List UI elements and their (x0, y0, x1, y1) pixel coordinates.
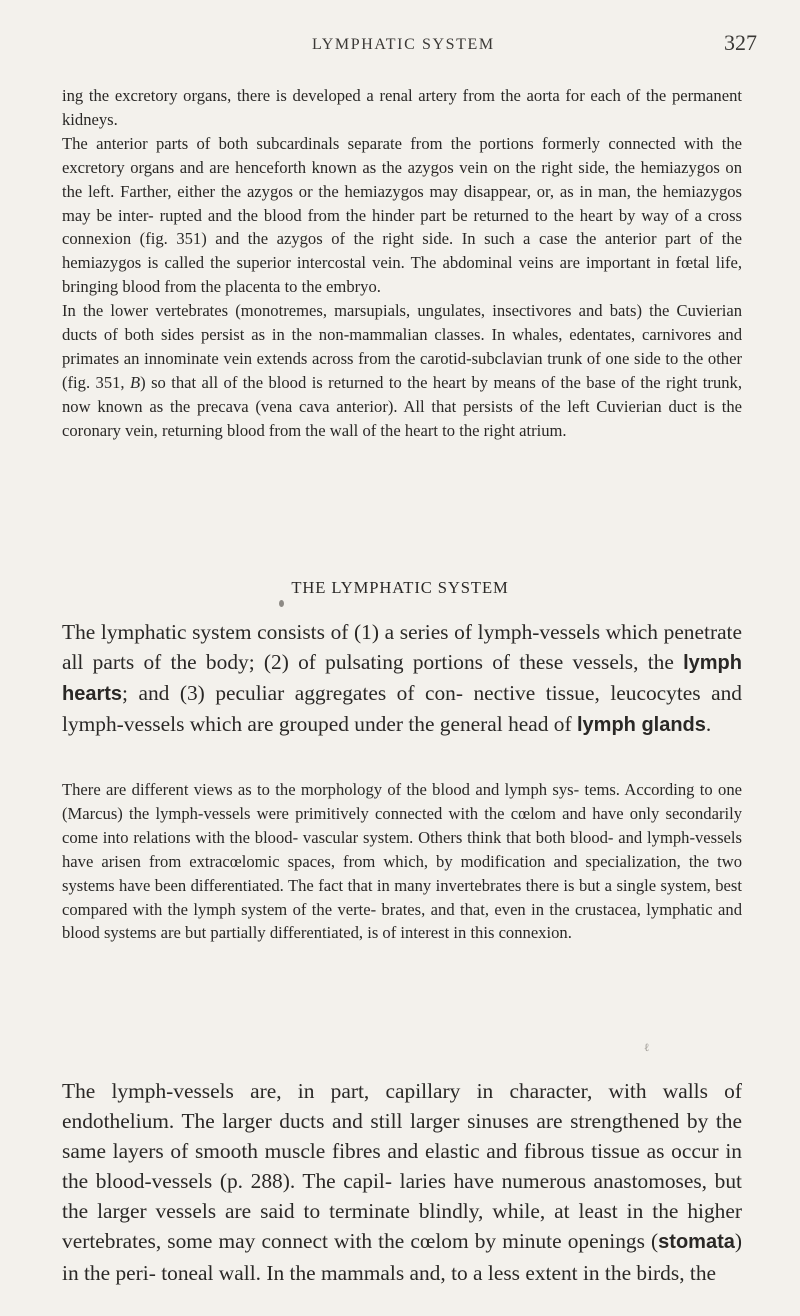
vessels-text-b: ) in the peri- toneal wall. In the mammals and, to a less extent in the birds, the (62, 1229, 742, 1285)
cuvierian-text-b: ) so that all of the blood is returned to the heart by means of the base of the right trunk, now known as the precava (vena cava anterior). All that persists of the left Cuvierian duct is the coronary vein, returning blood from the wall of the heart to the right atrium. (62, 372, 742, 440)
paragraph-renal-artery: ing the excretory organs, there is developed a renal artery from the aorta for each of the permanent kidneys. (62, 86, 742, 129)
running-head: LYMPHATIC SYSTEM (312, 36, 495, 53)
page-number: 327 (724, 30, 757, 55)
figure-label-b: B (129, 372, 141, 392)
cuvierian-text-a: In the lower vertebrates (monotremes, marsupials, ungulates, insectivores and bats) the Cuvierian ducts of both sides persist as in the non-mammalian classes. In whales, edentates, carnivores and primates an innominate vein extends across from the carotid-subclavian trunk of one side to the other (fig. 351, (62, 301, 742, 392)
paragraph-morphology: There are different views as to the morphology of the blood and lymph sys- tems. According to one (Marcus) the lymph-vessels were primitively connected with the cœlom and have only secondarily come into relations with the blood- vascular system. Others think that both blood- and lymph-vessels have arisen from extracœlomic spaces, from which, by modification and specialization, the two systems have been differentiated. The fact that in many invertebrates there is but a single system, best compared with the lymph system of the verte- brates, and that, even in the crustacea, lymphatic and blood systems are but partially differentiated, is of interest in this connexion. (62, 780, 742, 943)
morphology-text (62, 778, 742, 945)
term-stomata: stomata (658, 1231, 735, 1254)
continuation-text (62, 84, 742, 443)
paragraph-lymph-vessels (62, 1076, 742, 1288)
paragraph-cuvierian-ducts (62, 299, 742, 442)
vessels-text-a: The lymph-vessels are, in part, capillary in character, with walls of endothelium. The larger ducts and still larger sinuses are strengthened by the same layers of smooth muscle fibres and elastic and fibrous tissue as occur in the blood-vessels (p. 288). The capil- laries have numerous anastomoses, but the larger vessels are said to terminate blindly, while, at least in the higher vertebrates, some may connect with the cœlom by minute openings ( (62, 1079, 742, 1254)
intro-text-b: ; and (3) peculiar aggregates of con- nective tissue, leucocytes and lymph-vessels which are grouped under the general head of (62, 681, 742, 737)
section-heading: THE LYMPHATIC SYSTEM (291, 578, 509, 597)
intro-text-a: The lymphatic system consists of (1) a series of lymph-vessels which penetrate all parts of the body; (2) of pulsating portions of these vessels, the (62, 620, 742, 675)
intro-text-c: . (705, 712, 712, 737)
intro-paragraph (62, 617, 742, 740)
vessels-paragraph (62, 1076, 742, 1288)
paragraph-subcardinals: The anterior parts of both subcardinals separate from the portions formerly connected with the excretory organs and are henceforth known as the azygos vein on the right side, the hemiazygos on the left. Farther, either the azygos or the hemiazygos may disappear, or, as in man, the hemiazygos may be inter- rupted and the blood from the hinder part be returned to the heart by way of a cross connexion (fig. 351) and the azygos of the right side. In such a case the anterior part of the hemiazygos is called the superior intercostal vein. The abdominal veins are important in fœtal life, bringing blood from the placenta to the embryo. (62, 133, 742, 297)
stray-mark: ℓ (644, 1042, 650, 1054)
paragraph-lymphatic-intro (62, 617, 742, 740)
print-speck (279, 600, 284, 607)
term-lymph-glands: lymph glands (576, 714, 706, 737)
term-lymph-hearts: lymph hearts (62, 652, 742, 706)
